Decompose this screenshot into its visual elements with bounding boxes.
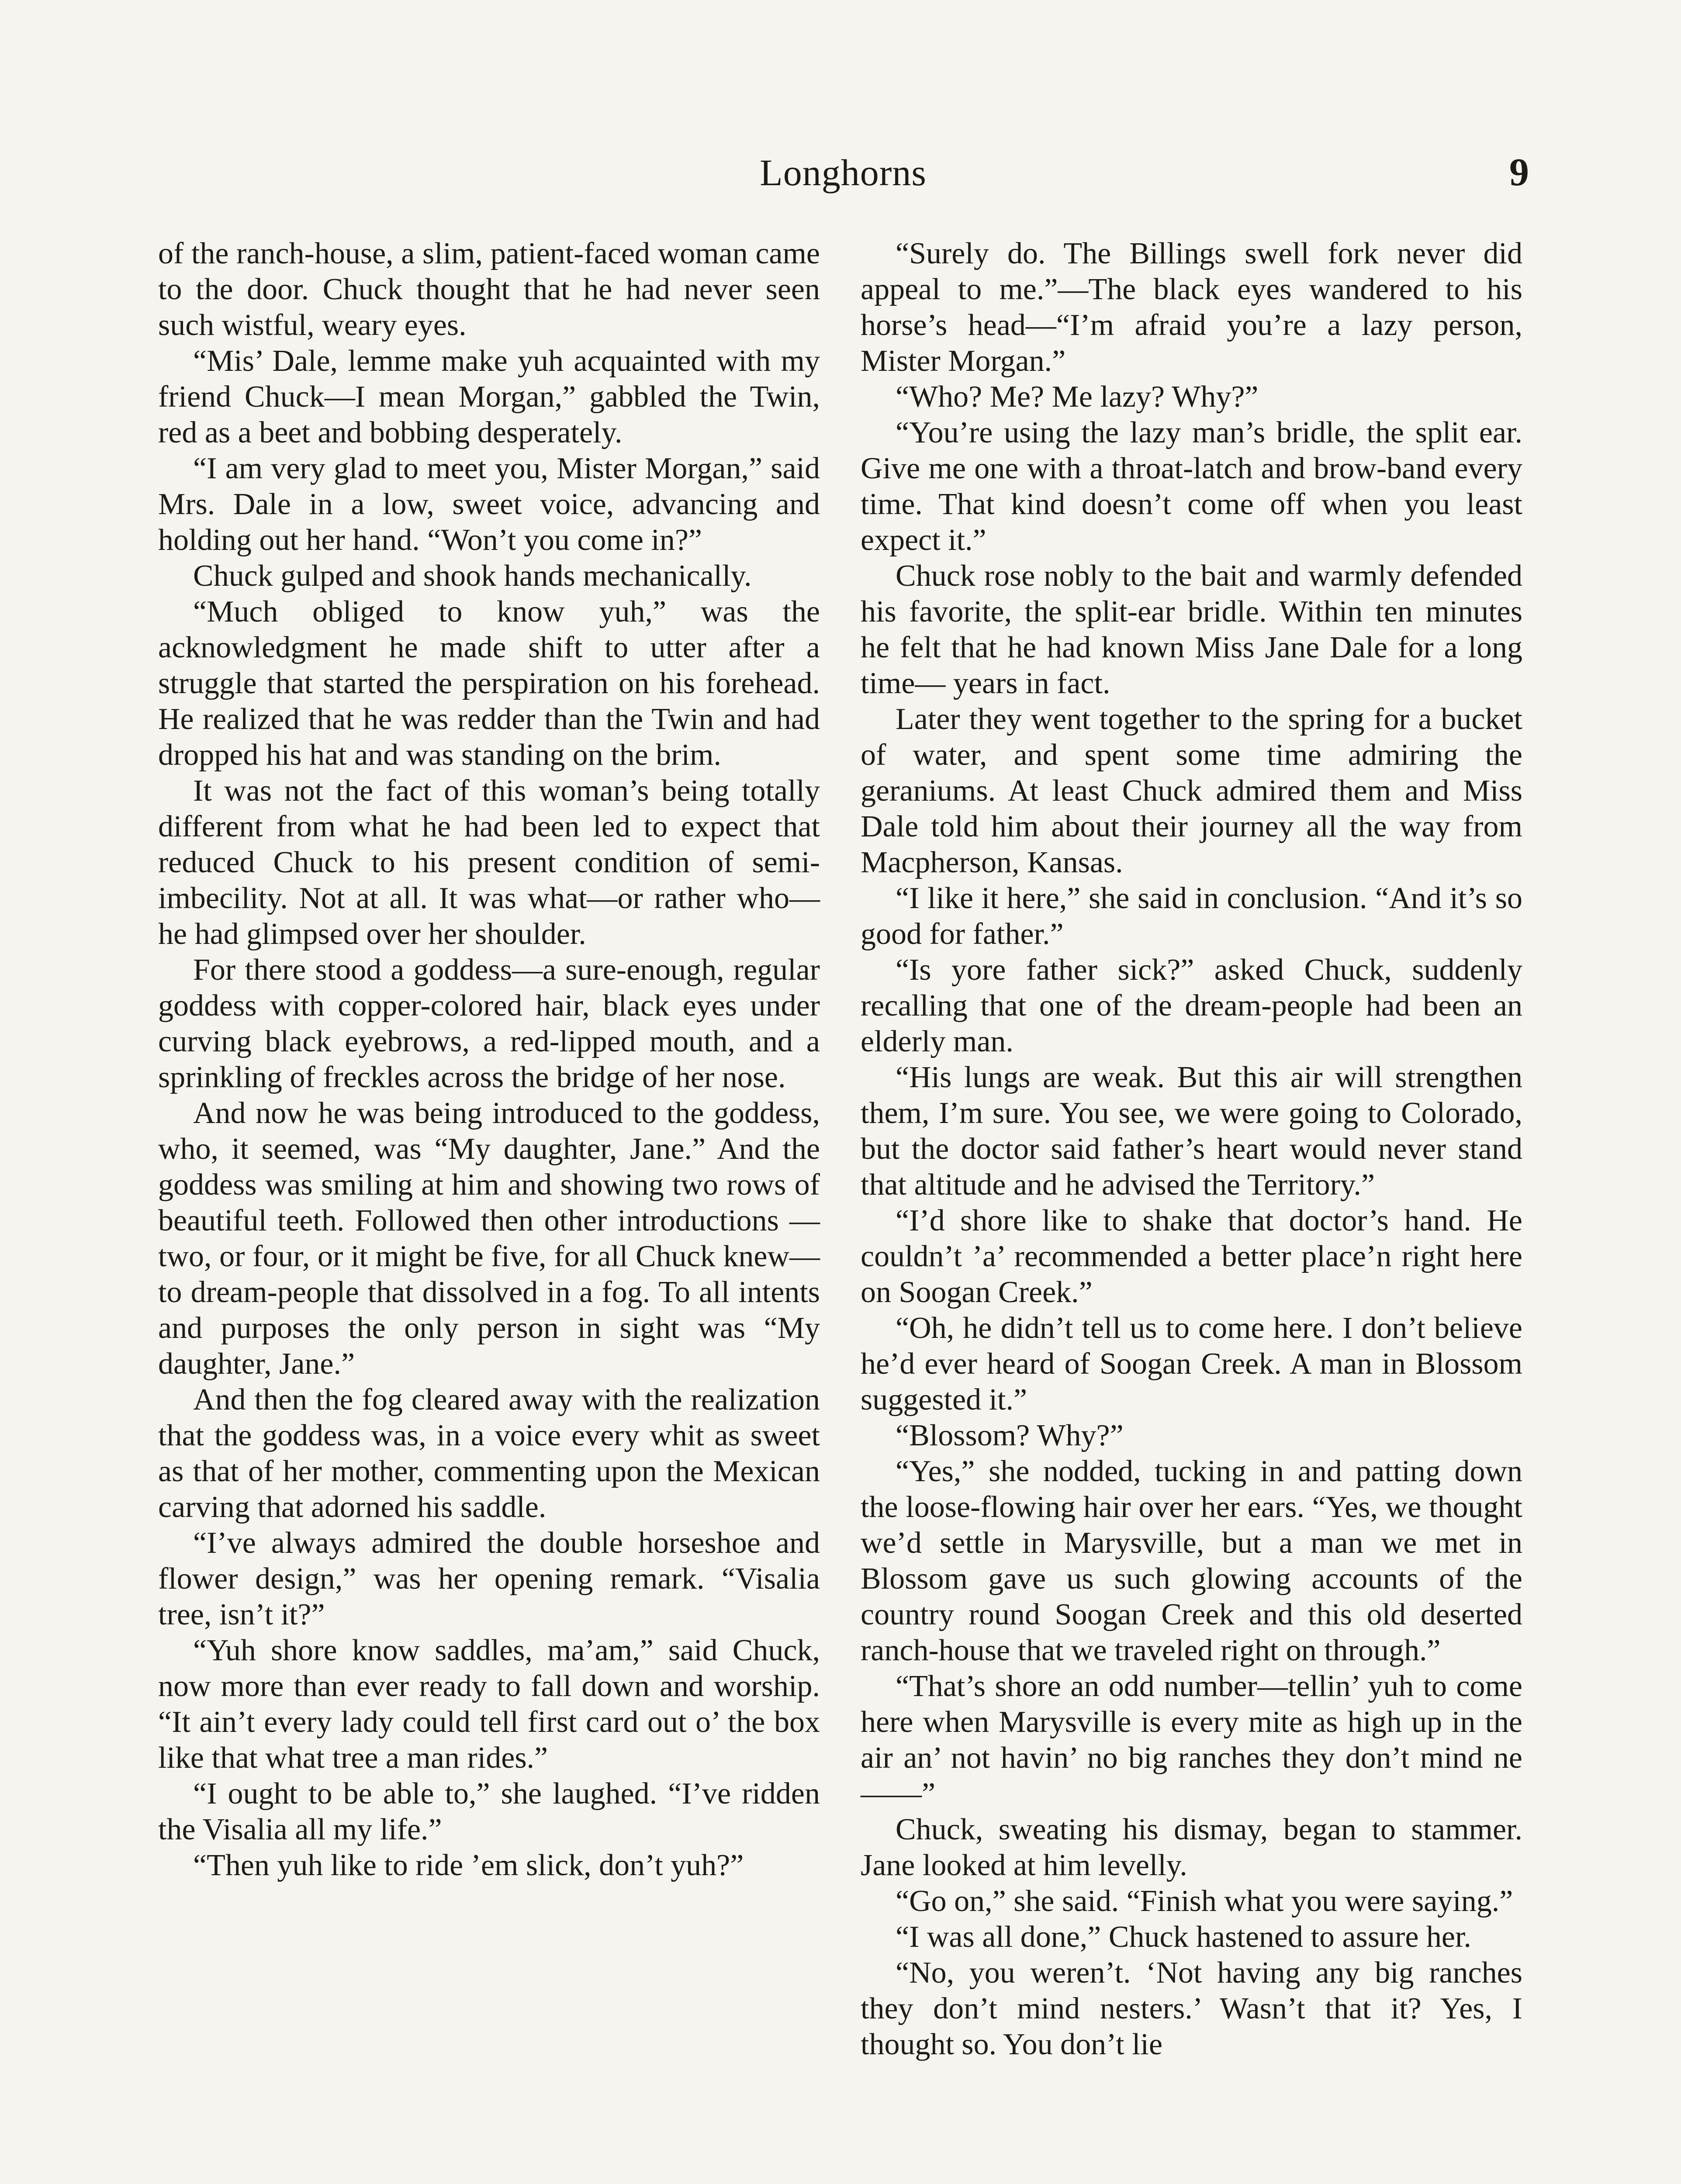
paragraph: “I was all done,” Chuck hastened to assure her.: [896, 1920, 1471, 1954]
paragraph: Later they went together to the spring for a bucket of water, and spent some time admiring the geraniums. At least Chuck admired them and Miss Dale told him about their journey all the way from Macpherson, Kansas.: [861, 702, 1522, 879]
paragraph: “Oh, he didn’t tell us to come here. I don’t believe he’d ever heard of Soogan Creek. A man in Blossom suggested it.”: [861, 1311, 1522, 1417]
page-number: 9: [1509, 151, 1529, 194]
paragraph: “His lungs are weak. But this air will strengthen them, I’m sure. You see, we were going to Colorado, but the doctor said father’s heart would never stand that altitude and he advised the Territory.”: [861, 1061, 1522, 1202]
paragraph: It was not the fact of this woman’s being totally different from what he had been led to expect that reduced Chuck to his present condition of semi-imbecility. Not at all. It was what—or rather who—he had glimpsed over her shoulder.: [158, 774, 820, 951]
paragraph: “I am very glad to meet you, Mister Morgan,” said Mrs. Dale in a low, sweet voice, advancing and holding out her hand. “Won’t you come in?”: [158, 452, 820, 557]
paragraph: “I ought to be able to,” she laughed. “I’ve ridden the Visalia all my life.”: [158, 1777, 820, 1846]
paragraph: And then the fog cleared away with the realization that the goddess was, in a voice every whit as sweet as that of her mother, commenting upon the Mexican carving that adorned his saddle.: [158, 1383, 820, 1524]
paragraph: “Is yore father sick?” asked Chuck, suddenly recalling that one of the dream-people had been an elderly man.: [861, 953, 1522, 1058]
right-column: [861, 236, 1522, 2063]
paragraph: “Yuh shore know saddles, ma’am,” said Chuck, now more than ever ready to fall down and worship. “It ain’t every lady could tell first card out o’ the box like that what tree a man rides.”: [158, 1634, 820, 1775]
paragraph: “You’re using the lazy man’s bridle, the split ear. Give me one with a throat-latch and brow-band every time. That kind doesn’t come off when you least expect it.”: [861, 416, 1522, 557]
paragraph: Chuck, sweating his dismay, began to stammer. Jane looked at him levelly.: [861, 1813, 1522, 1882]
paragraph: “That’s shore an odd number—tellin’ yuh to come here when Marysville is every mite as high up in the air an’ not havin’ no big ranches they don’t mind ne——”: [861, 1669, 1522, 1811]
paragraph: “No, you weren’t. ‘Not having any big ranches they don’t mind nesters.’ Wasn’t that it? Yes, I thought so. You don’t lie: [861, 1956, 1522, 2061]
paragraph: “Then yuh like to ride ’em slick, don’t yuh?”: [193, 1849, 744, 1882]
running-title: Longhorns: [760, 152, 927, 194]
paragraph: “Surely do. The Billings swell fork never did appeal to me.”—The black eyes wandered to his horse’s head—“I’m afraid you’re a lazy person, Mister Morgan.”: [861, 237, 1522, 378]
paragraph: Chuck gulped and shook hands mechanically.: [193, 559, 752, 593]
paragraph: “Yes,” she nodded, tucking in and patting down the loose-flowing hair over her ears. “Yes, we thought we’d settle in Marysville, but a man we met in Blossom gave us such glowing accounts of the country round Soogan Creek and this old deserted ranch-house that we traveled right on through.”: [861, 1455, 1522, 1667]
paragraph: “I like it here,” she said in conclusion. “And it’s so good for father.”: [861, 881, 1522, 951]
running-head: [157, 144, 1529, 201]
paragraph: “Mis’ Dale, lemme make yuh acquainted with my friend Chuck—I mean Morgan,” gabbled the Twin, red as a beet and bobbing desperately.: [158, 344, 820, 449]
left-column: [158, 236, 820, 1883]
paragraph: Chuck rose nobly to the bait and warmly defended his favorite, the split-ear bridle. Within ten minutes he felt that he had known Miss Jane Dale for a long time— years in fact.: [861, 559, 1522, 700]
paragraph: “Blossom? Why?”: [896, 1419, 1124, 1452]
paragraph: “Go on,” she said. “Finish what you were saying.”: [896, 1884, 1513, 1918]
paragraph: “I’ve always admired the double horseshoe and flower design,” was her opening remark. “Visalia tree, isn’t it?”: [158, 1526, 820, 1631]
paragraph: And now he was being introduced to the goddess, who, it seemed, was “My daughter, Jane.” And the goddess was smiling at him and showing two rows of beautiful teeth. Followed then other introductions —two, or four, or it might be five, for all Chuck knew—to dream-people that dissolved in a fog. To all intents and purposes the only person in sight was “My daughter, Jane.”: [158, 1096, 820, 1381]
paragraph: “I’d shore like to shake that doctor’s hand. He couldn’t ’a’ recommended a better place’n right here on Soogan Creek.”: [861, 1204, 1522, 1309]
paragraph: of the ranch-house, a slim, patient-faced woman came to the door. Chuck thought that he had never seen such wistful, weary eyes.: [158, 237, 820, 342]
paragraph: “Much obliged to know yuh,” was the acknowledgment he made shift to utter after a struggle that started the perspiration on his forehead. He realized that he was redder than the Twin and had dropped his hat and was standing on the brim.: [158, 595, 820, 772]
paragraph: “Who? Me? Me lazy? Why?”: [896, 380, 1259, 414]
paragraph: For there stood a goddess—a sure-enough, regular goddess with copper-colored hair, black eyes under curving black eyebrows, a red-lipped mouth, and a sprinkling of freckles across the bridge of her nose.: [158, 953, 820, 1094]
